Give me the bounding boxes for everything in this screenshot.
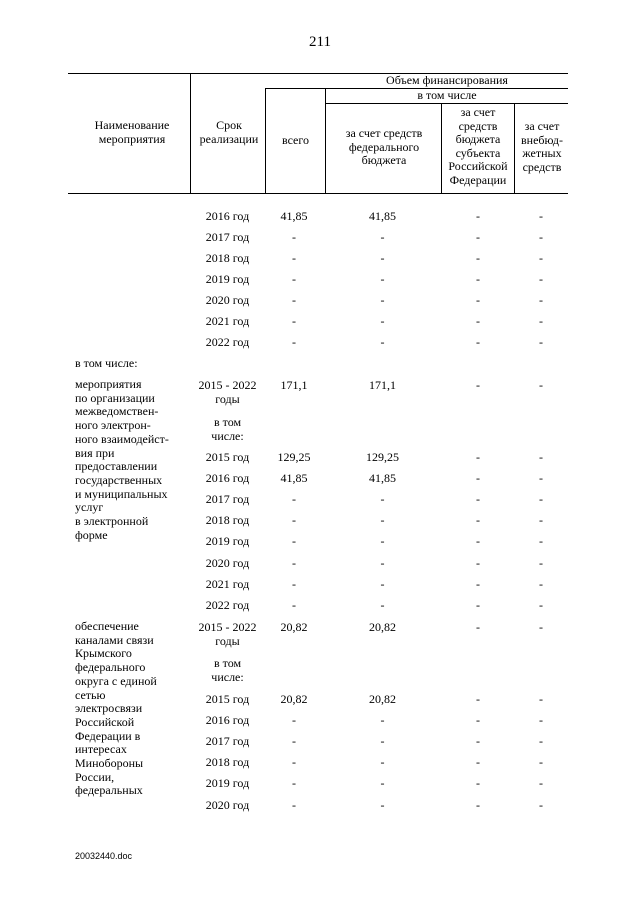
cell-total: -	[292, 556, 296, 570]
cell-federal: -	[380, 534, 385, 548]
cell-regional: -	[476, 251, 480, 265]
cell-extrabudget: -	[539, 734, 543, 748]
cell-federal: -	[380, 798, 385, 812]
cell-total: -	[292, 776, 296, 790]
cell-year: 2017 год	[205, 492, 250, 506]
cell-regional: -	[476, 534, 480, 548]
cell-federal: 41,85	[369, 471, 396, 485]
name-including: в том числе:	[75, 356, 138, 370]
cell-total: 41,85	[280, 471, 308, 485]
cell-total: -	[292, 598, 296, 612]
cell-year: 2021 год	[205, 577, 250, 591]
cell-extrabudget: -	[539, 713, 543, 727]
cell-total: -	[292, 798, 296, 812]
cell-federal: -	[380, 293, 385, 307]
cell-regional: -	[476, 314, 480, 328]
cell-year: 2015 год	[205, 450, 250, 464]
cell-federal: -	[380, 713, 385, 727]
cell-federal: 41,85	[369, 209, 396, 223]
cell-total: -	[292, 335, 296, 349]
cell-extrabudget: -	[539, 272, 543, 286]
page-number: 211	[309, 34, 331, 50]
cell-year: 2017 год	[205, 230, 250, 244]
column-divider	[514, 103, 515, 194]
cell-year-including-cont: числе:	[211, 429, 244, 443]
cell-federal: 20,82	[369, 692, 396, 706]
cell-regional: -	[476, 378, 480, 392]
header-name: Наименование мероприятия	[94, 118, 170, 146]
cell-extrabudget: -	[539, 251, 543, 265]
cell-regional: -	[476, 620, 480, 634]
cell-year: 2017 год	[205, 734, 250, 748]
cell-year-cont: годы	[215, 392, 240, 406]
cell-year-including: в том	[213, 656, 242, 670]
cell-year: 2015 - 2022	[198, 620, 257, 634]
header-total: всего	[281, 133, 310, 147]
header-extrabudget: за счет внебюд-жетных средств	[521, 119, 563, 174]
cell-regional: -	[476, 692, 480, 706]
cell-federal: 129,25	[366, 450, 399, 464]
cell-federal: -	[380, 776, 385, 790]
cell-year: 2019 год	[205, 776, 250, 790]
cell-federal: -	[380, 577, 385, 591]
cell-extrabudget: -	[539, 230, 543, 244]
cell-regional: -	[476, 713, 480, 727]
cell-regional: -	[476, 513, 480, 527]
cell-extrabudget: -	[539, 755, 543, 769]
cell-regional: -	[476, 293, 480, 307]
header-regional: за счет средств бюджета субъекта Российской Федерации	[448, 105, 508, 187]
cell-extrabudget: -	[539, 692, 543, 706]
cell-regional: -	[476, 598, 480, 612]
cell-federal: -	[380, 513, 385, 527]
cell-extrabudget: -	[539, 577, 543, 591]
cell-year: 2018 год	[205, 513, 250, 527]
cell-regional: -	[476, 776, 480, 790]
header-federal: за счет средств федерального бюджета	[345, 126, 423, 167]
cell-federal: -	[380, 251, 385, 265]
cell-year-cont: годы	[215, 634, 240, 648]
cell-regional: -	[476, 272, 480, 286]
cell-federal: 171,1	[369, 378, 396, 392]
cell-federal: -	[380, 314, 385, 328]
cell-total: -	[292, 272, 296, 286]
cell-federal: -	[380, 230, 385, 244]
cell-year: 2015 год	[205, 692, 250, 706]
cell-total: -	[292, 251, 296, 265]
cell-extrabudget: -	[539, 378, 543, 392]
cell-extrabudget: -	[539, 209, 543, 223]
cell-extrabudget: -	[539, 471, 543, 485]
cell-regional: -	[476, 471, 480, 485]
cell-total: -	[292, 713, 296, 727]
cell-federal: -	[380, 755, 385, 769]
cell-federal: 20,82	[369, 620, 396, 634]
cell-year: 2020 год	[205, 556, 250, 570]
including-subheader-rule	[325, 103, 568, 104]
cell-regional: -	[476, 577, 480, 591]
header-term: Срок реализации	[199, 118, 259, 146]
cell-regional: -	[476, 734, 480, 748]
cell-total: -	[292, 534, 296, 548]
cell-extrabudget: -	[539, 534, 543, 548]
header-including: в том числе	[417, 88, 477, 102]
cell-regional: -	[476, 335, 480, 349]
measure-name-2: обеспечение каналами связи Крымского федерального округа с единой сетью электросвязи Российской Федерации в интересах Минобороны России, федеральных	[75, 619, 157, 798]
cell-extrabudget: -	[539, 598, 543, 612]
cell-year: 2016 год	[205, 209, 250, 223]
cell-total: -	[292, 734, 296, 748]
cell-total: -	[292, 492, 296, 506]
cell-extrabudget: -	[539, 293, 543, 307]
cell-total: -	[292, 755, 296, 769]
cell-federal: -	[380, 272, 385, 286]
cell-total: 20,82	[280, 620, 308, 634]
cell-total: -	[292, 293, 296, 307]
header-funding: Объем финансирования	[386, 73, 508, 87]
cell-total: 20,82	[280, 692, 308, 706]
cell-year: 2019 год	[205, 534, 250, 548]
cell-federal: -	[380, 598, 385, 612]
measure-name-1: мероприятия по организации межведомствен- ного электрон- ного взаимодейст- вия при предоставлении государственных и муниципальных услуг в электронной форме	[75, 377, 169, 542]
cell-total: -	[292, 513, 296, 527]
cell-total: -	[292, 577, 296, 591]
cell-regional: -	[476, 556, 480, 570]
cell-year: 2022 год	[205, 598, 250, 612]
cell-extrabudget: -	[539, 513, 543, 527]
cell-year: 2016 год	[205, 713, 250, 727]
cell-total: -	[292, 230, 296, 244]
cell-year: 2020 год	[205, 798, 250, 812]
cell-extrabudget: -	[539, 335, 543, 349]
cell-year: 2016 год	[205, 471, 250, 485]
cell-year-including-cont: числе:	[211, 670, 244, 684]
cell-extrabudget: -	[539, 620, 543, 634]
cell-regional: -	[476, 755, 480, 769]
cell-extrabudget: -	[539, 798, 543, 812]
cell-extrabudget: -	[539, 314, 543, 328]
cell-extrabudget: -	[539, 776, 543, 790]
cell-total: -	[292, 314, 296, 328]
cell-year: 2020 год	[205, 293, 250, 307]
cell-federal: -	[380, 556, 385, 570]
cell-year: 2022 год	[205, 335, 250, 349]
cell-regional: -	[476, 798, 480, 812]
column-divider	[190, 73, 191, 194]
cell-year: 2015 - 2022	[198, 378, 257, 392]
column-divider	[325, 88, 326, 194]
cell-year: 2018 год	[205, 251, 250, 265]
cell-extrabudget: -	[539, 556, 543, 570]
cell-year: 2019 год	[205, 272, 250, 286]
cell-total: 41,85	[280, 209, 308, 223]
header-bottom-rule	[68, 193, 568, 194]
cell-regional: -	[476, 230, 480, 244]
cell-federal: -	[380, 734, 385, 748]
cell-year: 2018 год	[205, 755, 250, 769]
cell-year: 2021 год	[205, 314, 250, 328]
cell-extrabudget: -	[539, 450, 543, 464]
cell-regional: -	[476, 492, 480, 506]
cell-regional: -	[476, 209, 480, 223]
cell-total: 129,25	[277, 450, 311, 464]
cell-federal: -	[380, 335, 385, 349]
document-filename: 20032440.doc	[75, 851, 133, 861]
cell-year-including: в том	[213, 415, 242, 429]
cell-extrabudget: -	[539, 492, 543, 506]
cell-total: 171,1	[280, 378, 308, 392]
cell-regional: -	[476, 450, 480, 464]
cell-federal: -	[380, 492, 385, 506]
